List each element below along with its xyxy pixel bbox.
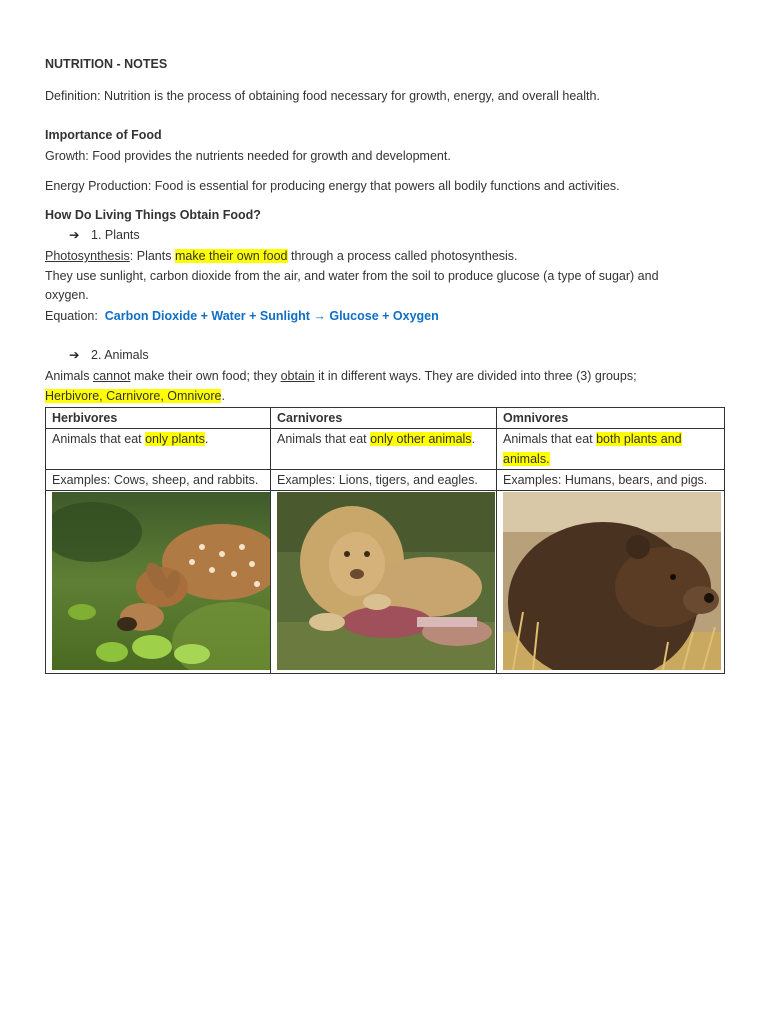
diet-highlight: only other animals	[370, 432, 472, 446]
diet-highlight: both plants and animals.	[503, 432, 682, 466]
omnivore-image-cell	[497, 491, 725, 674]
diet-suffix: .	[471, 432, 476, 446]
carnivore-examples-cell: Examples: Lions, tigers, and eagles.	[271, 470, 497, 491]
animals-text-a: Animals	[45, 369, 93, 383]
photosynthesis-term: Photosynthesis	[45, 249, 130, 263]
table-image-row	[46, 491, 725, 674]
animal-groups-table	[45, 407, 725, 674]
plants-list-item	[45, 225, 140, 245]
importance-heading: Importance of Food	[45, 128, 162, 142]
table-row	[46, 470, 725, 491]
growth-text: Growth: Food provides the nutrients needed for growth and development.	[45, 149, 451, 163]
animals-text-b: make their own food; they	[130, 369, 281, 383]
equation-label: Equation:	[45, 309, 98, 323]
animals-label: 2. Animals	[91, 348, 149, 362]
right-arrow-icon: ➔	[69, 228, 80, 242]
cannot-word: cannot	[92, 369, 131, 383]
photosynthesis-line	[45, 246, 518, 266]
photosynthesis-mid: : Plants	[129, 249, 175, 263]
groups-line	[45, 386, 225, 406]
diet-highlight: only plants	[145, 432, 205, 446]
groups-highlight: Herbivore, Carnivore, Omnivore	[45, 389, 222, 403]
omnivore-examples-cell: Examples: Humans, bears, and pigs.	[497, 470, 725, 491]
animals-text-c: it in different ways. They are divided into three (3) groups;	[314, 369, 637, 383]
herbivore-image-cell	[46, 491, 271, 674]
animals-list-item	[45, 345, 149, 365]
table-header-row	[46, 408, 725, 429]
diet-prefix: Animals that eat	[277, 432, 371, 446]
energy-text: Energy Production: Food is essential for producing energy that powers all bodily functions and activities.	[45, 179, 620, 193]
equation-text: Carbon Dioxide + Water + Sunlight → Glucose + Oxygen	[104, 309, 439, 323]
page-title: NUTRITION - NOTES	[45, 57, 168, 71]
diet-prefix: Animals that eat	[52, 432, 146, 446]
table-row	[46, 429, 725, 470]
sunlight-line-2: oxygen.	[45, 288, 89, 302]
obtain-word: obtain	[280, 369, 315, 383]
sunlight-line-1: They use sunlight, carbon dioxide from the air, and water from the soil to produce glucose (a type of sugar) and	[45, 269, 659, 283]
diet-suffix: .	[204, 432, 209, 446]
right-arrow-icon: ➔	[69, 348, 80, 362]
lion-photo	[277, 492, 495, 670]
header-herbivores: Herbivores	[46, 408, 271, 429]
header-carnivores: Carnivores	[271, 408, 497, 429]
groups-end: .	[221, 389, 225, 403]
plants-label: 1. Plants	[91, 228, 140, 242]
diet-prefix: Animals that eat	[503, 432, 597, 446]
omnivore-diet-cell	[497, 429, 725, 470]
herbivore-diet-cell	[46, 429, 271, 470]
how-heading: How Do Living Things Obtain Food?	[45, 208, 261, 222]
carnivore-diet-cell	[271, 429, 497, 470]
animals-line	[45, 366, 637, 386]
carnivore-image-cell	[271, 491, 497, 674]
definition-text: Definition: Nutrition is the process of obtaining food necessary for growth, energy, and overall health.	[45, 89, 600, 103]
header-omnivores: Omnivores	[497, 408, 725, 429]
equation-line	[45, 306, 439, 326]
herbivore-examples-cell: Examples: Cows, sheep, and rabbits.	[46, 470, 271, 491]
photosynthesis-end: through a process called photosynthesis.	[287, 249, 518, 263]
highlight-own-food: make their own food	[174, 249, 288, 263]
deer-photo	[52, 492, 270, 670]
bear-photo	[503, 492, 721, 670]
